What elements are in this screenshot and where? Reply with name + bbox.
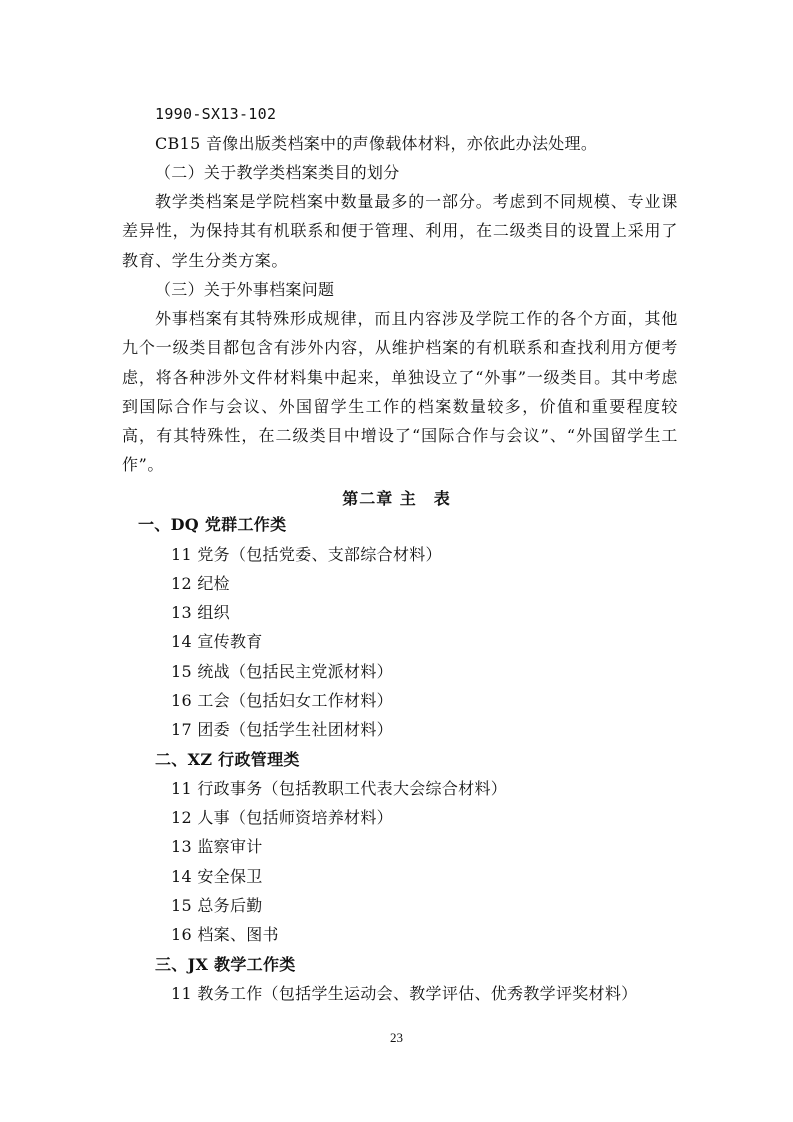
section-heading-teaching: （二）关于教学类档案类目的划分 (155, 163, 400, 182)
paragraph-teaching: 教学类档案是学院档案中数量最多的一部分。考虑到不同规模、专业课差异性，为保持其有机联系和便于管理、利用，在二级类目的设置上采用了教育、学生分类方案。 (122, 192, 678, 270)
list-item: 16 工会（包括妇女工作材料） (171, 691, 393, 710)
list-item: 13 组织 (171, 603, 230, 622)
category-heading-jx: 三、JX 教学工作类 (155, 955, 296, 974)
list-item: 12 人事（包括师资培养材料） (171, 808, 393, 827)
list-item: 12 纪检 (171, 574, 230, 593)
category-heading-dq: 一、DQ 党群工作类 (138, 515, 287, 534)
page-number: 23 (390, 1030, 403, 1045)
list-item: 14 宣传教育 (171, 632, 263, 651)
chapter-title: 第二章 主 表 (342, 489, 451, 508)
list-item: 16 档案、图书 (171, 925, 279, 944)
list-item: 14 安全保卫 (171, 867, 263, 886)
category-heading-xz: 二、XZ 行政管理类 (155, 750, 300, 769)
cb15-line: CB15 音像出版类档案中的声像载体材料，亦依此办法处理。 (155, 134, 598, 153)
code-line: 1990-SX13-102 (155, 105, 277, 123)
list-item: 15 总务后勤 (171, 896, 263, 915)
list-item: 15 统战（包括民主党派材料） (171, 662, 393, 681)
list-item: 17 团委（包括学生社团材料） (171, 720, 393, 739)
list-item: 11 教务工作（包括学生运动会、教学评估、优秀教学评奖材料） (171, 984, 638, 1003)
list-item: 13 监察审计 (171, 837, 263, 856)
section-heading-foreign-affairs: （三）关于外事档案问题 (155, 280, 335, 299)
paragraph-foreign-affairs: 外事档案有其特殊形成规律，而且内容涉及学院工作的各个方面，其他九个一级类目都包含有涉外内容，从维护档案的有机联系和查找利用方便考虑，将各种涉外文件材料集中起来，单独设立了“外事”一级类目。其中考虑到国际合作与会议、外国留学生工作的档案数量较多，价值和重要程度较高，有其特殊性，在二级类目中增设了“国际合作与会议”、“外国留学生工作”。 (122, 309, 678, 475)
list-item: 11 党务（包括党委、支部综合材料） (171, 545, 442, 564)
list-item: 11 行政事务（包括教职工代表大会综合材料） (171, 779, 508, 798)
